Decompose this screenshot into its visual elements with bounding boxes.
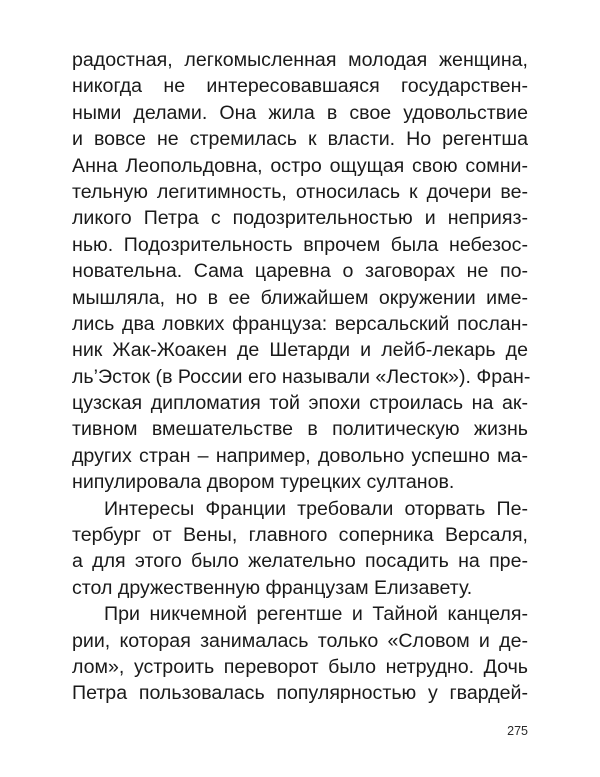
text-line: ник Жак-Жоакен де Шетарди и лейб-лекарь де: [72, 339, 528, 362]
text-line: ными делами. Она жила в свое удовольствие: [72, 101, 528, 124]
paragraph-3: [72, 601, 528, 707]
text-line: а для этого было желательно посадить на пре-: [72, 550, 528, 573]
text-line: новательна. Сама царевна о заговорах не по-: [72, 260, 528, 283]
text-line: рии, которая занималась только «Словом и де-: [72, 629, 528, 652]
text-line: цузская дипломатия той эпохи строилась на ак-: [72, 392, 528, 415]
text-line: лом», устроить переворот было нетрудно. Дочь: [72, 655, 528, 678]
text-line: Интересы Франции требовали оторвать Пе-: [104, 497, 528, 520]
page-number: 275: [507, 724, 528, 738]
text-line: других стран – например, довольно успешно ма-: [72, 444, 528, 467]
paragraph-1: [72, 47, 531, 496]
text-line: лись два ловких француза: версальский послан-: [72, 312, 528, 335]
text-line: ликого Петра с подозрительностью и неприяз-: [72, 207, 528, 230]
text-line: и вовсе не стремилась к власти. Но регентша: [72, 128, 528, 151]
text-line: ль’Эсток (в России его называли «Лесток»). Фран-: [72, 365, 531, 388]
paragraph-2: [72, 496, 528, 602]
text-line: тивном вмешательстве в политическую жизнь: [72, 418, 528, 441]
text-line: Петра пользовалась популярностью у гвардей-: [72, 682, 528, 705]
text-line: тельную легитимность, относилась к дочери ве-: [72, 180, 528, 203]
book-page-text: [72, 47, 531, 707]
text-line: нью. Подозрительность впрочем была небезос-: [72, 233, 528, 256]
text-line: радостная, легкомысленная молодая женщина,: [72, 49, 528, 71]
text-line: тербург от Вены, главного соперника Версаля,: [72, 524, 528, 547]
text-line: никогда не интересовавшаяся государствен-: [72, 75, 528, 98]
text-line: Анна Леопольдовна, остро ощущая свою сомни-: [72, 154, 528, 177]
text-line: нипулировала двором турецких султанов.: [72, 471, 455, 494]
text-line: стол дружественную французам Елизавету.: [72, 576, 473, 599]
text-line: При никчемной регентше и Тайной канцеля-: [104, 603, 528, 626]
text-line: мышляла, но в ее ближайшем окружении име-: [72, 286, 528, 309]
